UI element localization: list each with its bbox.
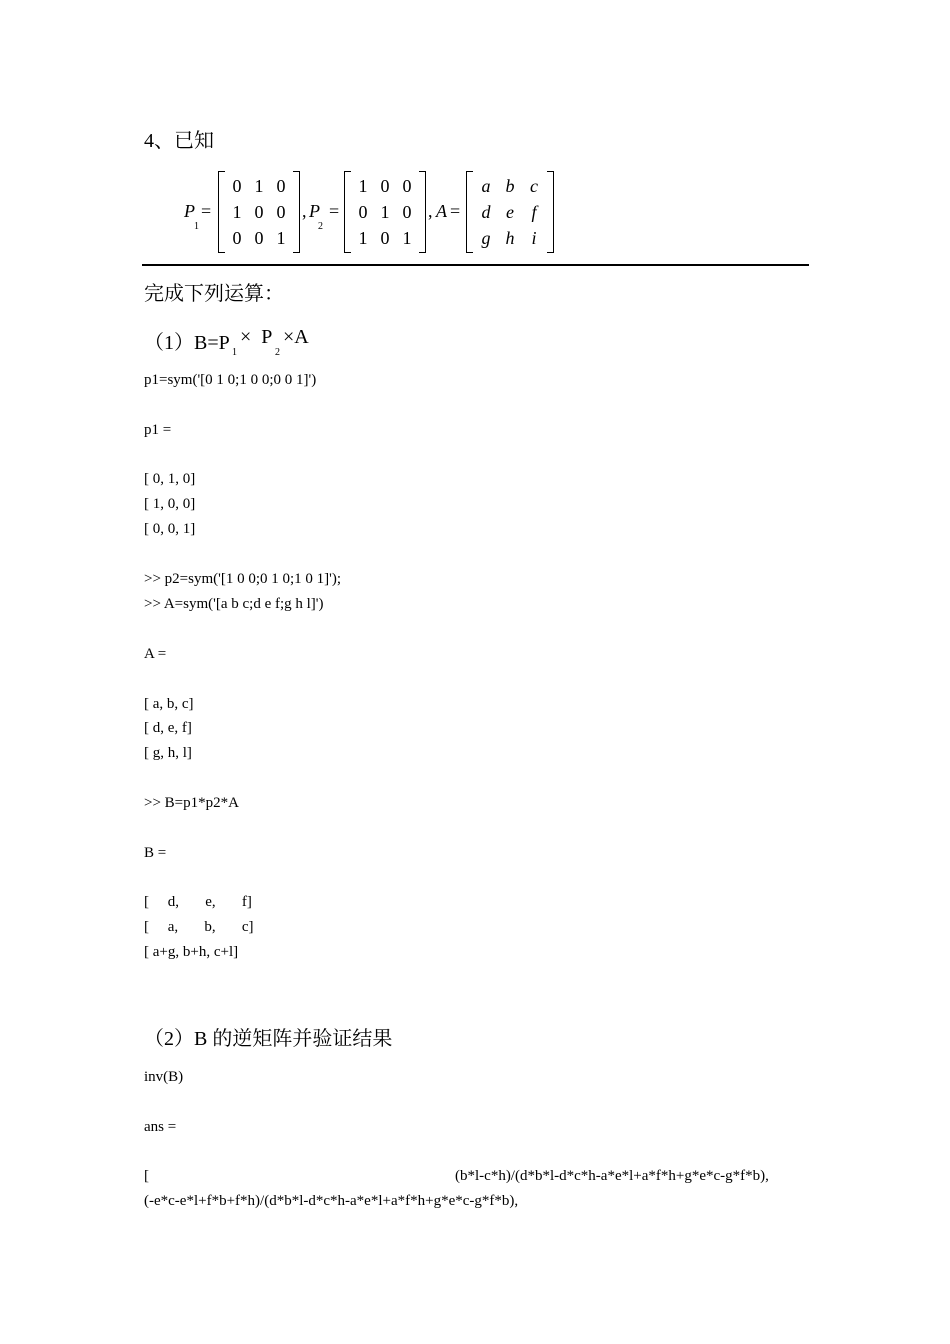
matrix-cell: 0 [358, 201, 368, 222]
equals-sign: = [450, 201, 461, 221]
part1-prefix: （1）B=P [144, 332, 230, 354]
p1-subscript: 1 [194, 221, 199, 232]
matrix-cell: c [530, 175, 538, 196]
code-line: p1 = [144, 422, 172, 438]
matrix-cell: 1 [402, 227, 412, 248]
matrix-cell: 0 [402, 175, 412, 196]
p1-label: P [184, 201, 195, 221]
code-line: >> A=sym('[a b c;d e f;g h l]') [144, 596, 324, 612]
equals-sign: = [329, 201, 340, 221]
code-line: [ 0, 1, 0] [144, 471, 196, 487]
code-line: [ d, e, f] [144, 720, 192, 736]
code-line: [ 0, 0, 1] [144, 521, 196, 537]
matrix-cell: e [506, 201, 514, 222]
a-label: A [436, 201, 447, 221]
code-line: >> p2=sym('[1 0 0;0 1 0;1 0 1]'); [144, 571, 342, 587]
code-line: [ a+g, b+h, c+l] [144, 944, 239, 960]
matrix-cell: 0 [232, 227, 242, 248]
matrix-cell: h [505, 227, 515, 248]
matrix-cell: g [481, 227, 491, 248]
p2-subscript: 2 [318, 221, 323, 232]
matrix-p1 [218, 171, 300, 253]
matrix-cell: 0 [380, 227, 390, 248]
matrix-p2 [344, 171, 426, 253]
part1-suffix: ×A [283, 326, 309, 348]
matrix-cell: 0 [380, 175, 390, 196]
matrix-cell: i [531, 227, 537, 248]
matrix-cell: d [481, 201, 491, 222]
matrix-cell: b [505, 175, 515, 196]
part1-times: × P [240, 326, 273, 348]
matrix-equation [184, 171, 564, 255]
matrix-cell: 0 [254, 201, 264, 222]
code-line: p1=sym('[0 1 0;1 0 0;0 0 1]') [144, 372, 317, 388]
code-line: A = [144, 646, 167, 662]
code-line: [ a, b, c] [144, 919, 254, 935]
comma: , [428, 201, 433, 221]
matrix-cell: 0 [232, 175, 242, 196]
matrix-cell: 1 [276, 227, 286, 248]
code-line: [ [144, 1168, 149, 1184]
matrix-cell: 1 [380, 201, 390, 222]
p2-label: P [309, 201, 320, 221]
matrix-cell: a [481, 175, 491, 196]
matrix-cell: 0 [276, 201, 286, 222]
code-line: [ 1, 0, 0] [144, 496, 196, 512]
matrix-a [466, 171, 554, 253]
matrix-cell: 0 [254, 227, 264, 248]
part1-sub2: 2 [275, 347, 280, 358]
code-line: inv(B) [144, 1069, 184, 1085]
matrix-cell: 0 [276, 175, 286, 196]
task-heading: 完成下列运算： [144, 283, 284, 305]
comma: , [302, 201, 307, 221]
matrix-cell: 1 [358, 175, 368, 196]
horizontal-rule [142, 264, 809, 266]
code-line: [ d, e, f] [144, 894, 252, 910]
matrix-cell: 0 [402, 201, 412, 222]
matrix-cell: 1 [254, 175, 264, 196]
part2-heading: （2）B 的逆矩阵并验证结果 [144, 1028, 393, 1050]
matrix-cell: 1 [232, 201, 242, 222]
matrix-cell: f [531, 201, 537, 222]
equals-sign: = [201, 201, 212, 221]
code-line: [ a, b, c] [144, 696, 194, 712]
code-line: [ g, h, l] [144, 745, 192, 761]
given-heading: 4、已知 [144, 130, 214, 152]
part1-sub1: 1 [232, 347, 237, 358]
code-line: >> B=p1*p2*A [144, 795, 239, 811]
matrix-cell: 1 [358, 227, 368, 248]
part1-heading [144, 326, 444, 356]
code-line: ans = [144, 1119, 177, 1135]
code-line: B = [144, 845, 167, 861]
code-line: (b*l-c*h)/(d*b*l-d*c*h-a*e*l+a*f*h+g*e*c-g*f*b), [455, 1168, 769, 1184]
code-line: (-e*c-e*l+f*b+f*h)/(d*b*l-d*c*h-a*e*l+a*f*h+g*e*c-g*f*b), [144, 1193, 519, 1209]
